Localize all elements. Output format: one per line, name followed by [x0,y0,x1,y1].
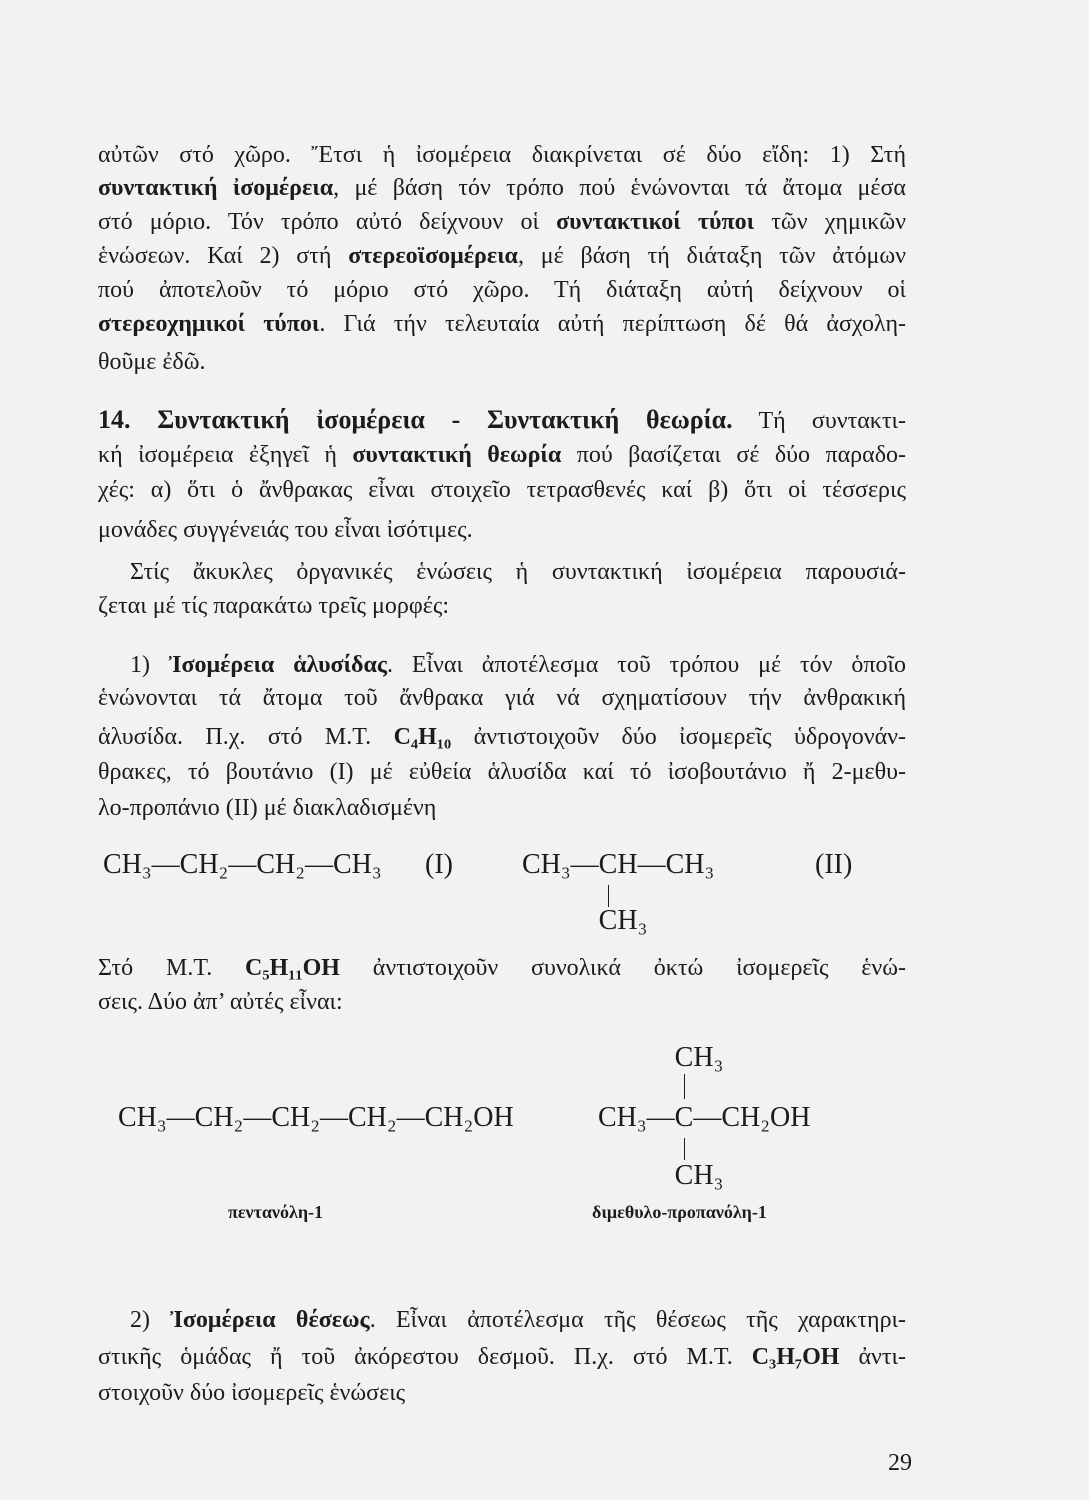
bold-term: στερεοχημικοί τύποι [98,311,320,337]
text-segment: . Γιά τήν τελευταία αὐτή περίπτωση δέ θά ἀσχολη- [319,311,906,337]
text-segment: ἑνώσεων. Καί 2) στή [98,243,349,269]
text-segment: θοῦμε ἐδῶ. [98,349,206,375]
chain-line-1 [130,648,906,682]
text-segment: θρακες, τό βουτάνιο (I) μέ εὐθεία ἁλυσίδα καί τό ἰσοβουτάνιο ἤ 2-μεθυ- [98,759,906,785]
isobutane-label: (II) [815,849,853,880]
dimethylpropanol-center: C [674,1102,694,1133]
position-line-2 [98,1340,906,1374]
intro-line-7 [98,345,906,379]
text-segment: Τή συντακτι- [732,408,906,434]
dimethylpropanol-top: CH₃ [674,1042,724,1073]
text-segment: ἀντιστοιχοῦν συνολικά ὀκτώ ἰσομερεῖς ἑνώ- [339,955,906,981]
bold-term: Ἰσομέρεια ἁλυσίδας [168,652,387,678]
dimethylpropanol-name: διμεθυλο-προπανόλη-1 [592,1202,767,1222]
dimethylpropanol-left: CH₃— [598,1102,675,1133]
dimethylpropanol-formula [598,1042,811,1191]
intro-line-4 [98,239,906,273]
text-segment: στοιχοῦν δύο ἰσομερεῖς ἑνώσεις [98,1380,406,1406]
bold-term: στερεοϊσομέρεια [348,243,518,269]
text-segment: τῶν χημικῶν [754,209,907,235]
text-segment: πού ἀποτελοῦν τό μόριο στό χῶρο. Τή διάταξη αὐτή δείχνουν οἱ [98,277,906,303]
section-heading: 14. Συντακτική ἰσομέρεια - Συντακτική θεωρία. [98,405,733,434]
text-segment: στικῆς ὁμάδας ἤ τοῦ ἀκόρεστου δεσμοῦ. Π.χ. στό Μ.Τ. [98,1344,752,1370]
section-line-2 [98,438,906,472]
text-segment: . Εἶναι ἀποτέλεσμα τοῦ τρόπου μέ τόν ὁποῖο [387,652,907,678]
position-line-1 [130,1303,906,1337]
text-segment: μονάδες συγγένειάς του εἶναι ἰσότιμες. [98,517,473,543]
chain-line-4 [98,755,906,789]
chain-line-5 [98,791,906,825]
acyclic-line-2 [98,589,906,623]
text-segment: ζεται μέ τίς παρακάτω τρεῖς μορφές: [98,593,449,619]
text-segment: αὐτῶν στό χῶρο. Ἔτσι ἡ ἰσομέρεια διακρίνεται σέ δύο εἴδη: 1) Στή [98,142,906,168]
molecular-formula: C₃H₇OH [751,1344,840,1370]
pentanol-name: πεντανόλη-1 [228,1202,324,1222]
bold-term: συντακτική θεωρία [352,442,562,468]
intro-line-1 [98,138,906,172]
c5-line-1 [98,951,906,985]
text-segment: Στό Μ.Τ. [98,955,246,981]
isobutane-formula [522,848,715,936]
c5-line-2 [98,985,906,1019]
section-line-3 [98,473,906,507]
isobutane-center: CH [598,849,638,880]
text-segment: ἑνώνονται τά ἄτομα τοῦ ἄνθρακα γιά νά σχηματίσουν τήν ἀνθρακική [98,685,906,711]
intro-line-6 [98,307,906,341]
text-segment: 2) [130,1307,171,1333]
section-line-4 [98,513,906,547]
intro-line-3 [98,205,906,239]
text-segment: σεις. Δύο ἀπ’ αὐτές εἶναι: [98,989,343,1015]
isobutane-branch: CH₃ [598,905,648,936]
text-segment: , μέ βάση τόν τρόπο πού ἑνώνονται τά ἄτομα μέσα [333,175,906,201]
pentanol-formula: CH₃—CH₂—CH₂—CH₂—CH₂OH [118,1102,514,1133]
dimethylpropanol-quaternary-carbon [674,1042,724,1191]
text-segment: 1) [130,652,169,678]
chain-line-3 [98,720,906,754]
butane-formula: CH₃—CH₂—CH₂—CH₃ [103,849,382,880]
molecular-formula: C₅H₁₁OH [245,955,340,981]
acyclic-line-1 [130,555,906,589]
text-segment: λο-προπάνιο (II) μέ διακλαδισμένη [98,795,437,821]
text-segment: χές: α) ὅτι ὁ ἄνθρακας εἶναι στοιχεῖο τετρασθενές καί β) ὅτι οἱ τέσσερις [98,477,906,503]
section-heading-line [98,403,906,437]
page-number: 29 [888,1450,912,1476]
dimethylpropanol-bottom: CH₃ [674,1160,724,1191]
bold-term: συντακτικοί τύποι [556,209,755,235]
text-segment: Στίς ἄκυκλες ὀργανικές ἑνώσεις ἡ συντακτική ἰσομέρεια παρουσιά- [130,559,906,585]
bond-line [684,1138,686,1160]
text-segment: κή ἰσομέρεια ἐξηγεῖ ἡ [98,442,353,468]
position-line-3 [98,1376,906,1410]
dimethylpropanol-right: —CH₂OH [693,1102,811,1133]
intro-line-2 [98,171,906,205]
text-segment: . Εἶναι ἀποτέλεσμα τῆς θέσεως τῆς χαρακτηρι- [369,1307,906,1333]
butane-label: (I) [425,849,453,880]
isobutane-left: CH₃— [522,849,599,880]
text-segment: ἁλυσίδα. Π.χ. στό Μ.Τ. [98,724,394,750]
intro-line-5 [98,273,906,307]
bold-term: συντακτική ἰσομέρεια [98,175,334,201]
text-segment: πού βασίζεται σέ δύο παραδο- [561,442,907,468]
chain-line-2 [98,681,906,715]
isobutane-right: —CH₃ [637,849,715,880]
text-segment: στό μόριο. Τόν τρόπο αὐτό δείχνουν οἱ [98,209,557,235]
isobutane-branch-carbon [598,848,648,936]
text-segment: ἀντιστοιχοῦν δύο ἰσομερεῖς ὑδρογονάν- [451,724,906,750]
bond-line [684,1074,686,1099]
molecular-formula: C₄H₁₀ [393,724,452,750]
text-segment: , μέ βάση τή διάταξη τῶν ἀτόμων [517,243,906,269]
bold-term: Ἰσομέρεια θέσεως [170,1307,370,1333]
text-segment: ἀντι- [839,1344,906,1370]
